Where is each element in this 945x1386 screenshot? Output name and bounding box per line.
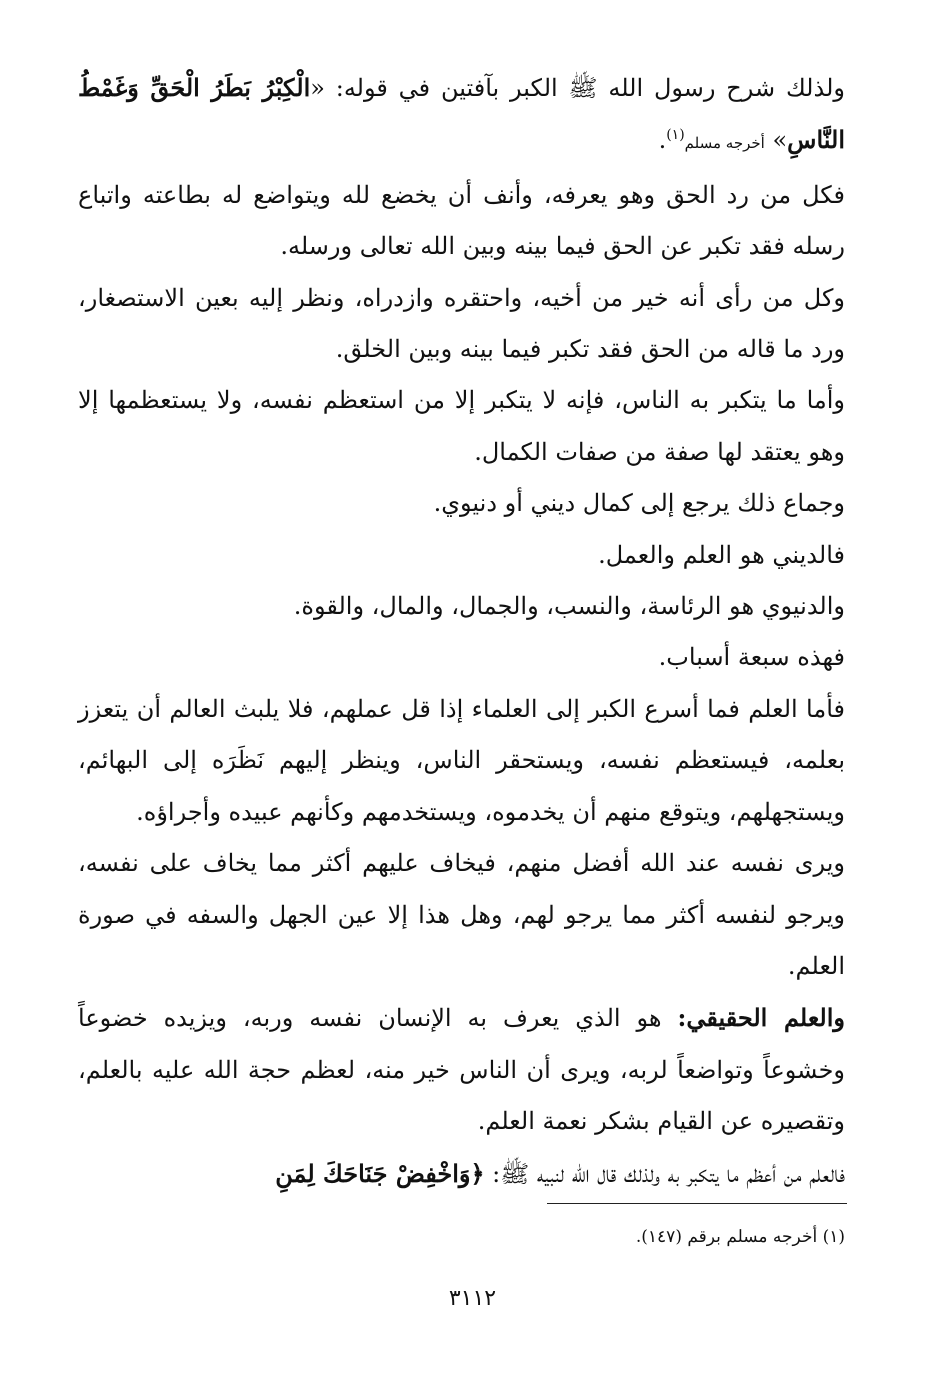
quote-close: » <box>764 126 788 155</box>
paragraph-5: وجماع ذلك يرجع إلى كمال ديني أو دنيوي. <box>433 489 845 518</box>
footnote-reference[interactable]: (١) <box>666 127 685 144</box>
paragraph-1-text: ولذلك شرح رسول الله ﷺ الكبر بآفتين في قوله: « <box>310 74 845 102</box>
paragraph-1 <box>78 62 845 170</box>
paragraph-1-end: . <box>658 126 667 155</box>
hadith-quote: الْكِبْرُ بَطَرُ الْحَقِّ وَغَمْطُ النَّاسِ <box>78 73 845 155</box>
paragraph-10: ويرى نفسه عند الله أفضل منهم، فيخاف عليهم أكثر مما يخاف على نفسه، ويرجو لنفسه أكثر مما يرجو لهم، وهل هذا إلا عين الجهل والسفه في صورة العلم. <box>78 849 845 980</box>
paragraph-12-text: فالعلم من أعظم ما يتكبر به ولذلك قال الله لنبيه ﷺ: <box>484 1159 845 1188</box>
paragraph-11-text: هو الذي يعرف به الإنسان نفسه وربه، ويزيده خضوعاً وخشوعاً وتواضعاً لربه، ويرى أن الناس خير منه، لعظم حجة الله عليه بالعلم، وتقصيره عن القيام بشكر نعمة العلم. <box>78 1004 845 1136</box>
footnote-divider <box>547 1203 847 1204</box>
paragraph-2: فكل من رد الحق وهو يعرفه، وأنف أن يخضع لله ويتواضع له بطاعته واتباع رسله فقد تكبر عن الحق فيما بينه وبين الله تعالى ورسله. <box>78 180 845 261</box>
paragraph-3: وكل من رأى أنه خير من أخيه، واحتقره وازدراه، ونظر إليه بعين الاستصغار، ورد ما قاله من الحق فقد تكبر فيما بينه وبين الخلق. <box>78 283 845 364</box>
paragraph-9: فأما العلم فما أسرع الكبر إلى العلماء إذا قل عملهم، فلا يلبث العالم أن يتعزز بعلمه، فيستعظم نفسه، ويستحقر الناس، وينظر إليهم نَظَرَه إلى البهائم، ويستجهلهم، ويتوقع منهم أن يخدموه، ويستخدمهم وكأنهم عبيده وأجراؤه. <box>78 694 845 826</box>
quran-verse: ﴿وَاخْفِضْ جَنَاحَكَ لِمَنِ <box>275 1158 485 1188</box>
hadith-source: أخرجه مسلم <box>684 134 765 153</box>
paragraph-7: والدنيوي هو الرئاسة، والنسب، والجمال، والمال، والقوة. <box>293 592 845 621</box>
paragraph-12 <box>78 1148 845 1200</box>
paragraph-6: فالديني هو العلم والعمل. <box>598 540 845 569</box>
paragraph-4: وأما ما يتكبر به الناس، فإنه لا يتكبر إلا من استعظم نفسه، ولا يستعظمها إلا وهو يعتقد لها صفة من صفات الكمال. <box>78 386 845 466</box>
footnote: (١) أخرجه مسلم برقم (١٤٧). <box>635 1227 845 1247</box>
page-number: ٣١١٢ <box>448 1286 497 1311</box>
paragraph-11-lead: والعلم الحقيقي: <box>677 1003 846 1033</box>
paragraph-11 <box>78 992 845 1147</box>
paragraph-8: فهذه سبعة أسباب. <box>658 643 845 672</box>
body-text <box>78 62 845 1200</box>
